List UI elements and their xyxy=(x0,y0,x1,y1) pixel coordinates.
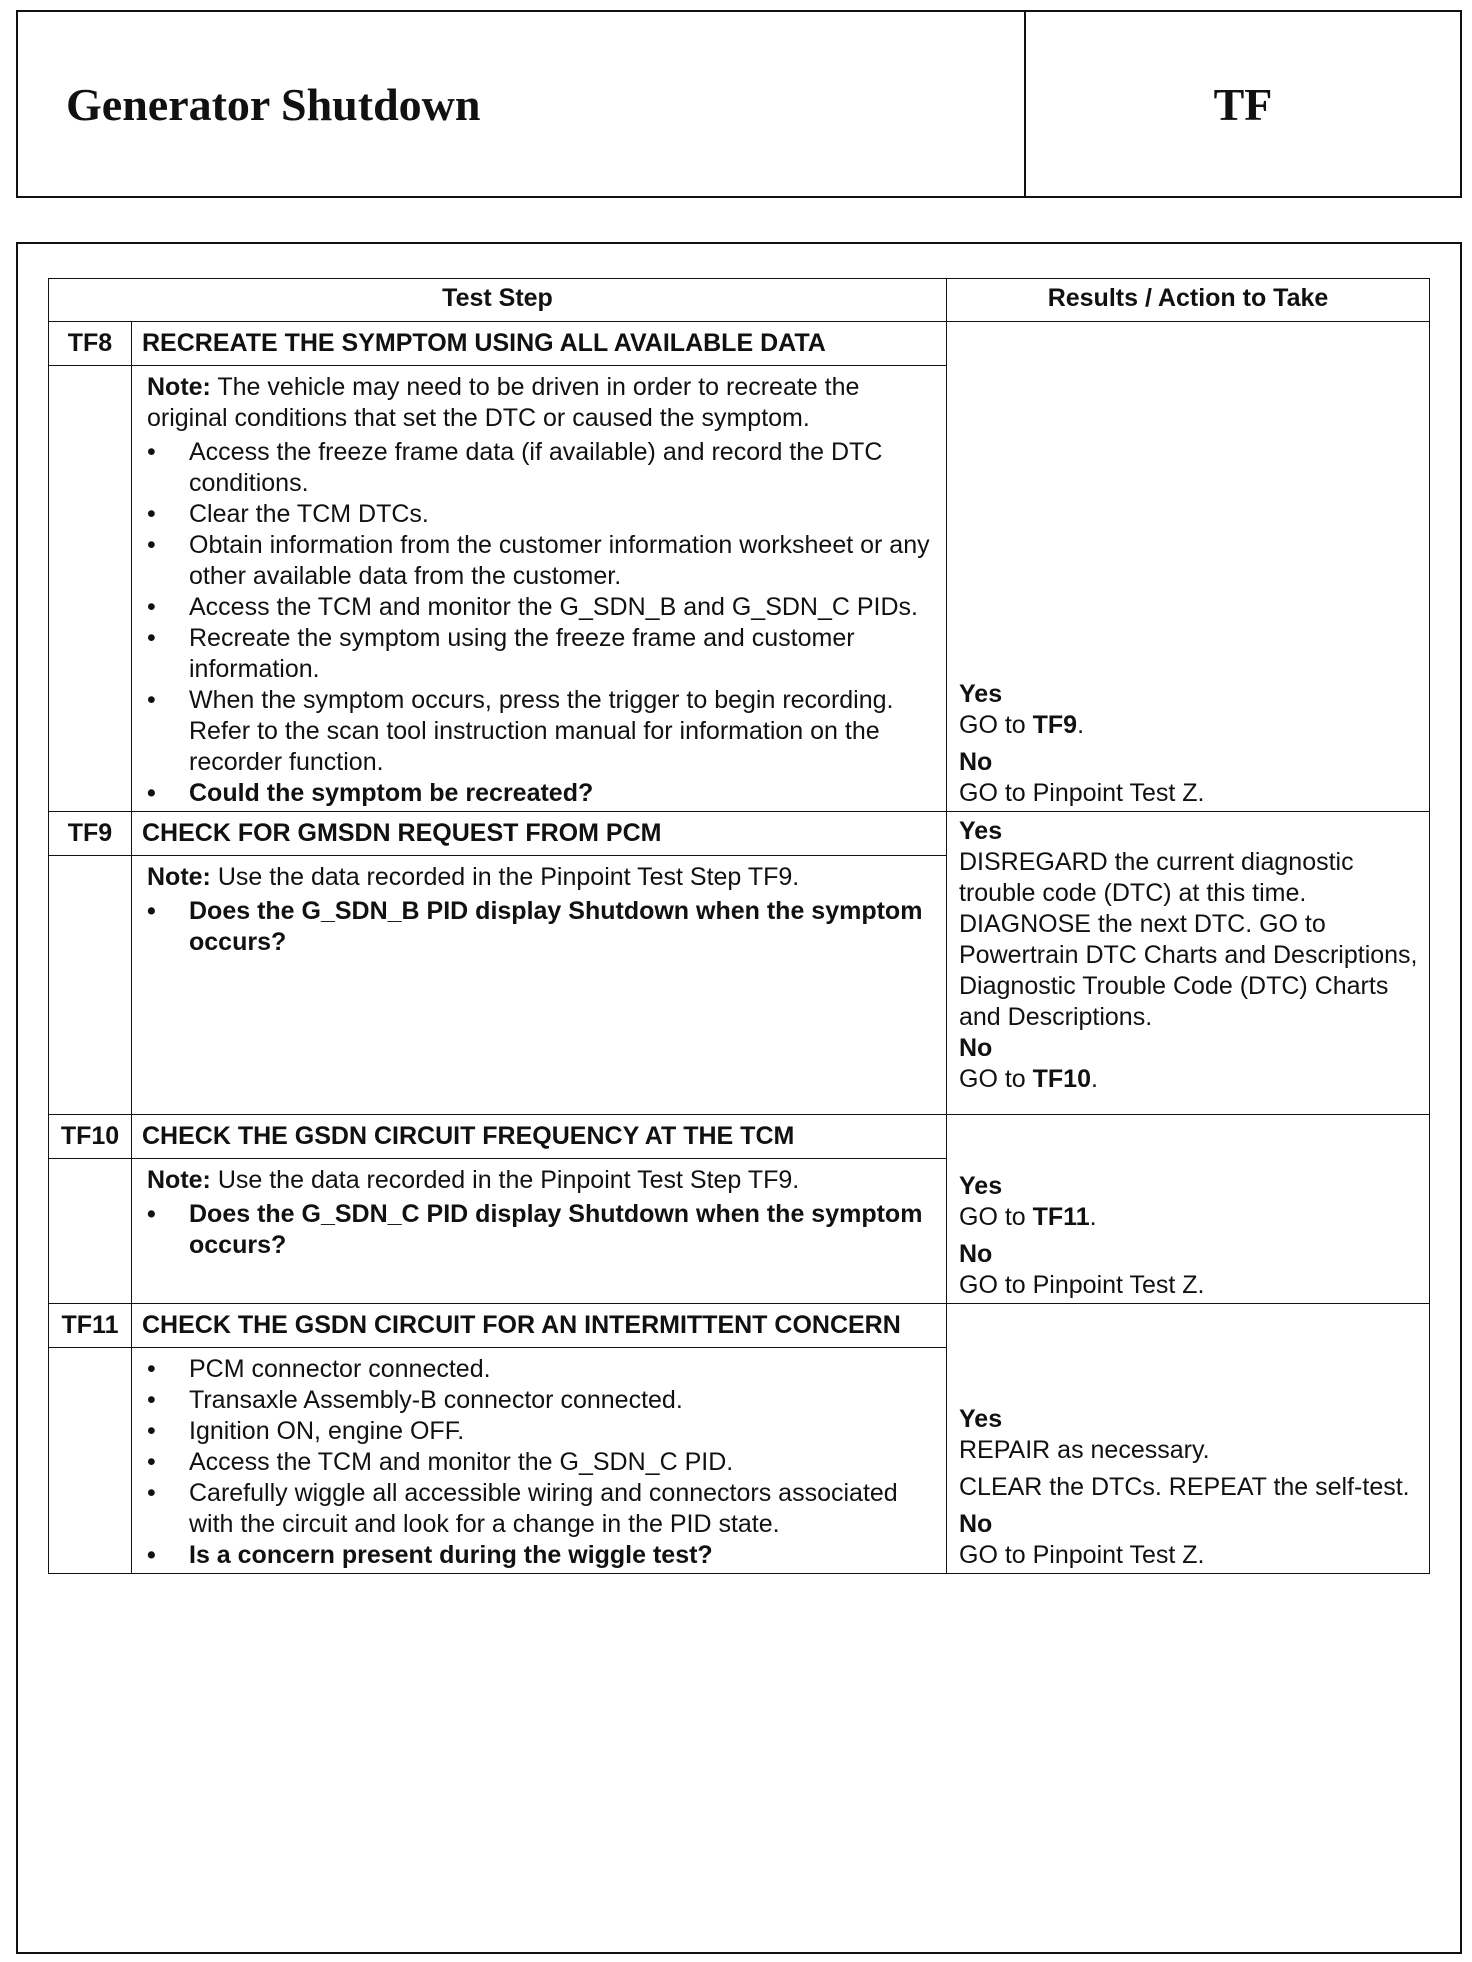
step-body xyxy=(132,856,947,1115)
step-body xyxy=(132,1348,947,1574)
step-heading: CHECK THE GSDN CIRCUIT FOR AN INTERMITTENT CONCERN xyxy=(132,1304,947,1348)
yes-action: REPAIR as necessary. xyxy=(959,1436,1210,1464)
yes-label: Yes xyxy=(959,1405,1003,1433)
no-label: No xyxy=(959,1034,993,1062)
no-action: GO to Pinpoint Test Z. xyxy=(959,1541,1205,1569)
question: • Could the symptom be recreated? xyxy=(147,778,936,809)
step-heading: CHECK THE GSDN CIRCUIT FREQUENCY AT THE TCM xyxy=(132,1115,947,1159)
page-header xyxy=(16,10,1462,198)
yes-label: Yes xyxy=(959,817,1003,845)
list-item: • Transaxle Assembly-B connector connected. xyxy=(147,1385,936,1416)
page-title: Generator Shutdown xyxy=(18,12,1026,196)
step-row-tf11-heading xyxy=(49,1304,1430,1348)
table-header-row xyxy=(49,279,1430,322)
list-item: • Obtain information from the customer information worksheet or any other available data from the customer. xyxy=(147,530,936,592)
step-id: TF11 xyxy=(49,1304,132,1348)
yes-label: Yes xyxy=(959,680,1003,708)
step-body xyxy=(132,1159,947,1304)
note: Note: Use the data recorded in the Pinpoint Test Step TF9. xyxy=(147,863,800,891)
no-action: GO to Pinpoint Test Z. xyxy=(959,1271,1205,1299)
section-code: TF xyxy=(1213,78,1273,130)
note: Note: The vehicle may need to be driven in order to recreate the original conditions that set the DTC or caused the symptom. xyxy=(147,373,860,432)
bullet-list xyxy=(147,1199,936,1261)
list-item: • Access the TCM and monitor the G_SDN_C PID. xyxy=(147,1447,936,1478)
bullet-list xyxy=(147,896,936,958)
question: • Is a concern present during the wiggle test? xyxy=(147,1540,936,1571)
list-item: • PCM connector connected. xyxy=(147,1354,936,1385)
step-result-tf10 xyxy=(947,1115,1430,1304)
no-label: No xyxy=(959,1510,993,1538)
column-header-results: Results / Action to Take xyxy=(947,279,1430,322)
yes-action: GO to TF11. xyxy=(959,1203,1097,1231)
step-id: TF9 xyxy=(49,812,132,856)
yes-label: Yes xyxy=(959,1172,1003,1200)
list-item: • Access the TCM and monitor the G_SDN_B and G_SDN_C PIDs. xyxy=(147,592,936,623)
yes-action: DISREGARD the current diagnostic trouble code (DTC) at this time. DIAGNOSE the next DTC. GO to Powertrain DTC Charts and Descriptions, Diagnostic Trouble Code (DTC) Charts and Descriptions. xyxy=(959,848,1418,1031)
question: • Does the G_SDN_B PID display Shutdown when the symptom occurs? xyxy=(147,896,936,958)
list-item: • Ignition ON, engine OFF. xyxy=(147,1416,936,1447)
step-row-tf10-heading xyxy=(49,1115,1430,1159)
step-body xyxy=(132,366,947,812)
bullet-list xyxy=(147,437,936,809)
list-item: • Clear the TCM DTCs. xyxy=(147,499,936,530)
column-header-test-step: Test Step xyxy=(49,279,947,322)
list-item: • Carefully wiggle all accessible wiring and connectors associated with the circuit and look for a change in the PID state. xyxy=(147,1478,936,1540)
list-item: • Recreate the symptom using the freeze frame and customer information. xyxy=(147,623,936,685)
no-action: GO to TF10. xyxy=(959,1065,1098,1093)
step-result-tf11 xyxy=(947,1304,1430,1574)
bullet-list xyxy=(147,1354,936,1571)
step-row-tf9-heading xyxy=(49,812,1430,856)
step-id: TF10 xyxy=(49,1115,132,1159)
step-id: TF8 xyxy=(49,322,132,366)
step-result-tf9 xyxy=(947,812,1430,1115)
step-result-tf8 xyxy=(947,322,1430,812)
yes-action-2: CLEAR the DTCs. REPEAT the self-test. xyxy=(959,1473,1410,1501)
no-action: GO to Pinpoint Test Z. xyxy=(959,779,1205,807)
question: • Does the G_SDN_C PID display Shutdown when the symptom occurs? xyxy=(147,1199,936,1261)
yes-action: GO to TF9. xyxy=(959,711,1085,739)
step-row-tf8-heading xyxy=(49,322,1430,366)
no-label: No xyxy=(959,748,993,776)
step-heading: CHECK FOR GMSDN REQUEST FROM PCM xyxy=(132,812,947,856)
list-item: • Access the freeze frame data (if available) and record the DTC conditions. xyxy=(147,437,936,499)
diagnostic-table xyxy=(48,278,1430,1574)
list-item: • When the symptom occurs, press the trigger to begin recording. Refer to the scan tool instruction manual for information on the recorder function. xyxy=(147,685,936,778)
step-heading: RECREATE THE SYMPTOM USING ALL AVAILABLE DATA xyxy=(132,322,947,366)
no-label: No xyxy=(959,1240,993,1268)
note: Note: Use the data recorded in the Pinpoint Test Step TF9. xyxy=(147,1166,800,1194)
